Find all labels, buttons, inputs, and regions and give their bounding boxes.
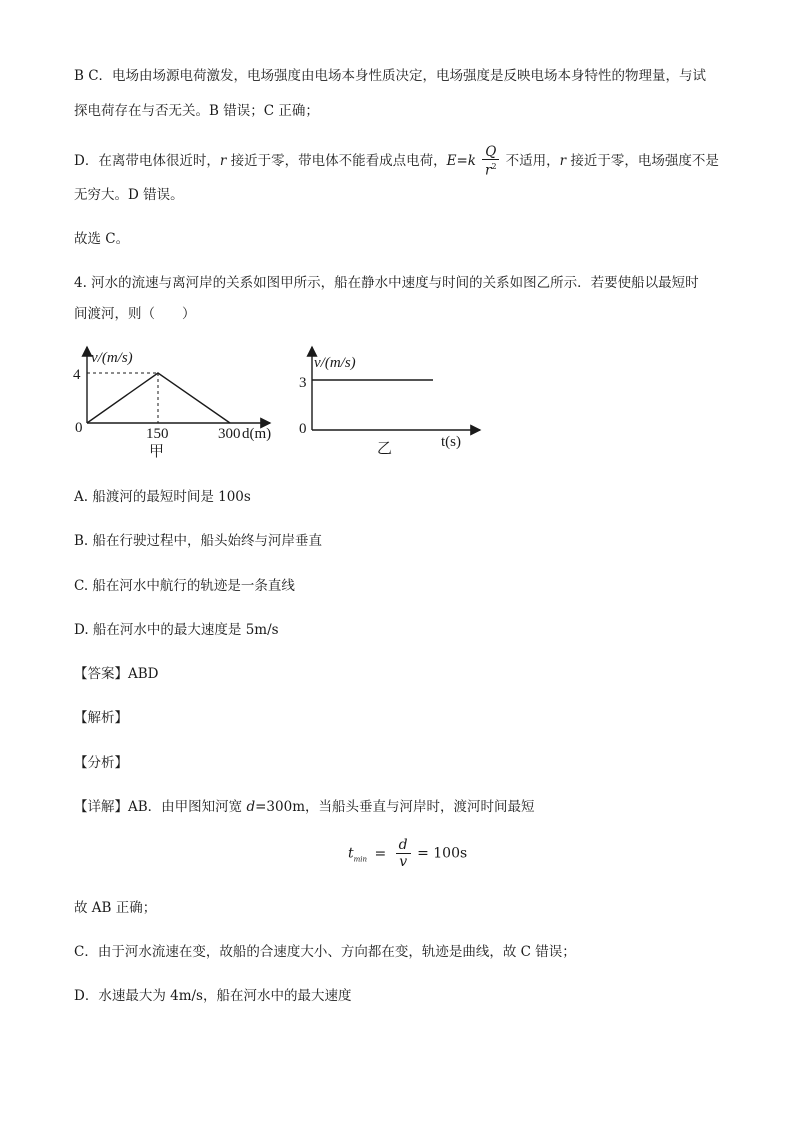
- answer-label: 【答案】: [74, 666, 128, 682]
- question-4-line2: 间渡河，则（ ）: [74, 306, 196, 322]
- paragraph-d-line1: D．在离带电体很近时，r 接近于零，带电体不能看成点电荷，E=k $\frac{Q}{r^2}$ 不适用，r 接近于零，电场强度不是: [74, 144, 719, 179]
- detail-line: 【详解】AB．由甲图知河宽 d=300m，当船头垂直与河岸时，渡河时间最短: [74, 799, 535, 815]
- jia-y-label: v/(m/s): [91, 350, 133, 366]
- paragraph-d-line2: 无穷大。D 错误。: [74, 187, 184, 203]
- option-a: A. 船渡河的最短时间是 100s: [74, 489, 251, 505]
- yi-y-label: v/(m/s): [314, 355, 356, 371]
- option-d: D. 船在河水中的最大速度是 5m/s: [74, 622, 279, 638]
- yi-x-label: t(s): [441, 434, 461, 450]
- graph-yi: [295, 343, 495, 465]
- jia-x-tick-300: 300: [218, 426, 241, 442]
- jia-x-tick-150: 150: [146, 426, 169, 442]
- paragraph-c-explain: C．由于河水流速在变，故船的合速度大小、方向都在变，轨迹是曲线，故 C 错误；: [74, 944, 576, 960]
- answer: [74, 664, 159, 684]
- fenxi-label: 【分析】: [74, 755, 128, 771]
- yi-y-tick: 3: [299, 375, 307, 391]
- option-b: B. 船在行驶过程中，船头始终与河岸垂直: [74, 533, 323, 549]
- jia-origin: 0: [75, 420, 83, 436]
- jia-y-tick: 4: [73, 367, 81, 383]
- graph-jia: [70, 343, 290, 465]
- conclusion-c: 故选 C。: [74, 231, 130, 247]
- yi-origin: 0: [299, 421, 307, 437]
- option-c: C. 船在河水中航行的轨迹是一条直线: [74, 578, 295, 594]
- analysis-label: 【解析】: [74, 710, 128, 726]
- yi-caption: 乙: [377, 441, 393, 457]
- jia-x-label: d(m): [242, 426, 272, 442]
- paragraph-d-explain: D．水速最大为 4m/s，船在河水中的最大速度: [74, 988, 352, 1004]
- paragraph-ab-correct: 故 AB 正确；: [74, 900, 157, 916]
- jia-caption: 甲: [149, 444, 165, 460]
- paragraph-bc-line1: B C．电场由场源电荷激发，电场强度由电场本身性质决定，电场强度是反映电场本身特性的物理量，与试: [74, 68, 707, 84]
- coulomb-fraction: $\frac{Q}{r^2}$: [482, 145, 499, 178]
- answer-value: ABD: [128, 666, 159, 682]
- paragraph-bc-line2: 探电荷存在与否无关。B 错误；C 正确；: [74, 103, 319, 119]
- question-4-line1: 4. 河水的流速与离河岸的关系如图甲所示，船在静水中速度与时间的关系如图乙所示．若要使船以最短时: [74, 275, 699, 291]
- formula-tmin: $t_{min}$ = $\frac{d}{v}$ = 100s: [348, 837, 468, 870]
